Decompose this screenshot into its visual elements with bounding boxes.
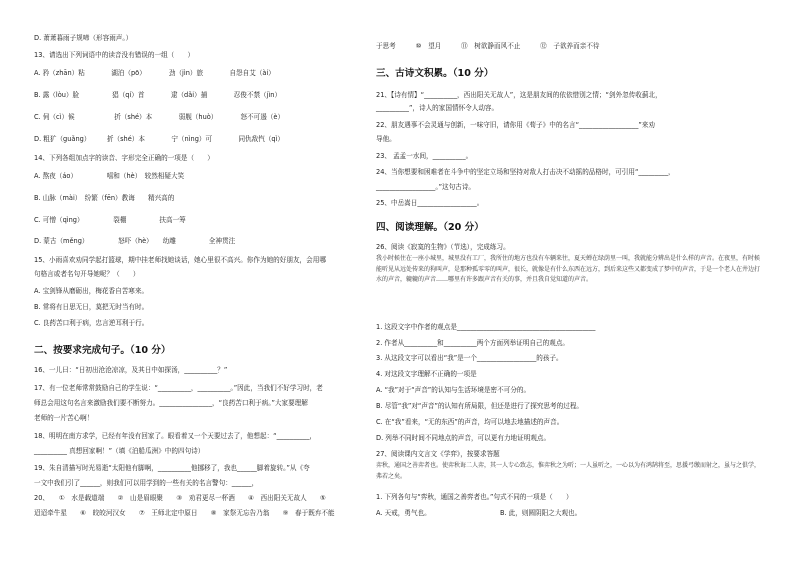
option-26-4a: A. “我”对于“声音”的认知与生活环境是密不可分的。 (376, 386, 531, 394)
question-23: 23、 孟孟一水间，__________。 (376, 152, 473, 160)
option-14a: A. 熬夜（áo） 嘻和（hè） 较然相疑大笑 (34, 172, 185, 180)
question-20-options-cont: 迢迢牵牛星 ⑥ 皎皎河汉女 ⑦ 王师北定中原日 ⑧ 家祭无忘告乃翁 ⑨ 春于既弃不能 (34, 509, 335, 517)
question-19-cont: 一文中我们引了______，则我们可以用学到的一些有关的名言警句：______， (34, 479, 259, 487)
question-18-cont: __________ 真想回家啊！”（填《泊船瓜洲》中的四句诗） (34, 447, 205, 455)
question-21: 21、【诗有情】“__________，西出阳关无故人”，这是朋友间的依依惜别之情；“剑外忽传收蓟北， (376, 91, 662, 99)
question-17: 17、有一位老师常常鼓励自己的学生说：“__________，__________。”因此，当我们不好学习时，老 (34, 384, 323, 392)
option-13a: A. 矜（zhān）粘 湖泊（pō） 劲（jìn）旅 自怨自艾（ài） (34, 69, 275, 77)
option-15b: B. 常将有日思无日，莫把无时当有时。 (34, 303, 149, 311)
option-14b: B. 山脉（mài） 纷繁（fēn）教诲 精兴高的 (34, 194, 175, 202)
question-22: 22、朋友遇事不会灵通与创新，一味守旧，请你用《荀子》中的名言“__________________”来劝 (376, 121, 655, 129)
classical-passage: 弈秋，通国之善弈者也。使弈秋诲二人弈，其一人专心致志，惟弈秋之为听；一人虽听之，一心以为有鸿鹄将至，思援弓缴而射之，虽与之俱学，弗若之矣。 (376, 462, 761, 480)
question-19: 19、朱自清描写时光易逝“太阳他有脚啊，__________他挪移了，我也______脚着旋转。”从《夸 (34, 464, 310, 472)
question-22-cont: 导他。 (376, 135, 396, 143)
question-26-3: 3. 从这段文字可以看出“我”是一个__________________的孩子。 (376, 354, 563, 362)
question-20-options: 20、 ① 水是载道端 ② 山是眉眼聚 ③ 劝君更尽一杯酒 ④ 西出阳关无故人 ⑤ (34, 494, 326, 502)
question-17-cont: 师总会用这句名言来激励我们要不断努力。________________，“良药苦口利于病。”大家要理解 (34, 399, 308, 407)
question-25: 25、中岳嵩日__________________。 (376, 199, 484, 207)
section-4-title: 四、阅读理解。（20 分） (376, 222, 484, 233)
question-14: 14、下列各组加点字的读音、字形完全正确的一项是（ ） (34, 154, 214, 162)
question-20-options-end: 于思考 ⑩ 望月 ⑪ 树欲静而风不止 ⑫ 子欲养而亲不待 (376, 42, 600, 50)
line-d-answer: D. 萧萧暮雨子规啼（形容雨声。） (34, 34, 133, 42)
question-24: 24、当你想要和困难者在斗争中的坚定立场和坚持对敌人打击决不动摇的品格时，可引用“_________， (376, 168, 675, 176)
option-15a: A. 宝剑锋从磨砺出，梅花香自苦寒来。 (34, 287, 149, 295)
question-26-2: 2. 作者从__________和__________两个方面列举证明自己的观点。 (376, 339, 570, 347)
question-18: 18、明明在南方求学，已经有年没有回家了。眼看着又一个天要过去了，他想起：“__________， (34, 432, 317, 440)
option-13c: C. 伺（cì）候 折（shé）本 弱舰（huò） 怒不可遏（è） (34, 113, 285, 121)
options-27-1: A. 天戒，勇气也。 B. 此，则圆阴阳之大观也。 (376, 509, 582, 517)
question-21-cont: __________”，诗人的家国情怀令人动容。 (376, 104, 499, 112)
option-13d: D. 粗犷（guǎng） 折（shé）本 宁（nìng）可 同仇敌忾（qì） (34, 135, 285, 143)
option-26-4b: B. 尽管“我”对“声音”的认知有所局限，但还是进行了探究思考的过程。 (376, 402, 584, 410)
question-26-4: 4. 对这段文字理解不正确的一项是 (376, 370, 477, 378)
question-26-intro: 26、阅读《寂寞的生物》（节选），完成练习。 (376, 243, 510, 251)
section-3-title: 三、古诗文积累。（10 分） (376, 68, 494, 79)
question-13: 13、请选出下列词语中的读音没有错误的一组（ ） (34, 51, 195, 59)
option-26-4d: D. 列举不同时间不同地点的声音，可以更有力地证明观点。 (376, 434, 551, 442)
question-16: 16、一儿曰：“日初出沧沧凉凉，及其日中如探汤，__________？” (34, 366, 228, 374)
reading-passage: 我小时候住在一座小城里，城里没有工厂，我所住的地方也没有车辆来往，夏天蝉在绿荫里一叫，我就能分辨出是什么样的声音。在夜里，有时候能听见从远处传来的狗叫声，是那种孤零零的叫声，很长，就像是有什么东西在远方，到后来这些又都变成了梦中的声音，于是一个老人在井边打水的声音，辘辘的声音……哪里有许多跟声音有关的事，并且我自觉知道的声音。 (376, 255, 761, 284)
option-26-4c: C. 在“我”看来，“无的东西”的声音，均可以地去地描述的声音。 (376, 418, 564, 426)
question-27-1: 1. 下列各句与“弈秋，通国之善弈者也。”句式不同的一项是（ ） (376, 493, 573, 501)
option-14c: C. 可憎（qìng） 裂棚 扶高一筹 (34, 216, 186, 224)
option-13b: B. 露（lòu）脸 猖（qí）首 逮（dǎi）捕 忍俊不禁（jìn） (34, 91, 282, 99)
section-2-title: 二、按要求完成句子。（10 分） (34, 345, 171, 356)
question-15: 15、小雨喜欢劝同学起打篮球，期中挂老师找她谈话，她心里很不高兴。你作为她的好朋友，会用哪 (34, 256, 326, 264)
question-24-cont: __________________。”这句古诗。 (376, 183, 476, 191)
option-15c: C. 良药苦口利于病，忠言逆耳利于行。 (34, 319, 149, 327)
question-17-end: 老师的一片苦心啊！ (34, 414, 94, 422)
question-27-intro: 27、阅读课内文言文《学弈》，按要求答题 (376, 450, 500, 458)
question-15-cont: 句格言或者名句开导她呢？（ ） (34, 270, 140, 278)
question-26-1: 1. 这段文字中作者的观点是__________________________________________ (376, 323, 596, 331)
option-14d: D. 蒙古（měng） 怒吓（hè） 幼雕 全神贯注 (34, 237, 236, 245)
